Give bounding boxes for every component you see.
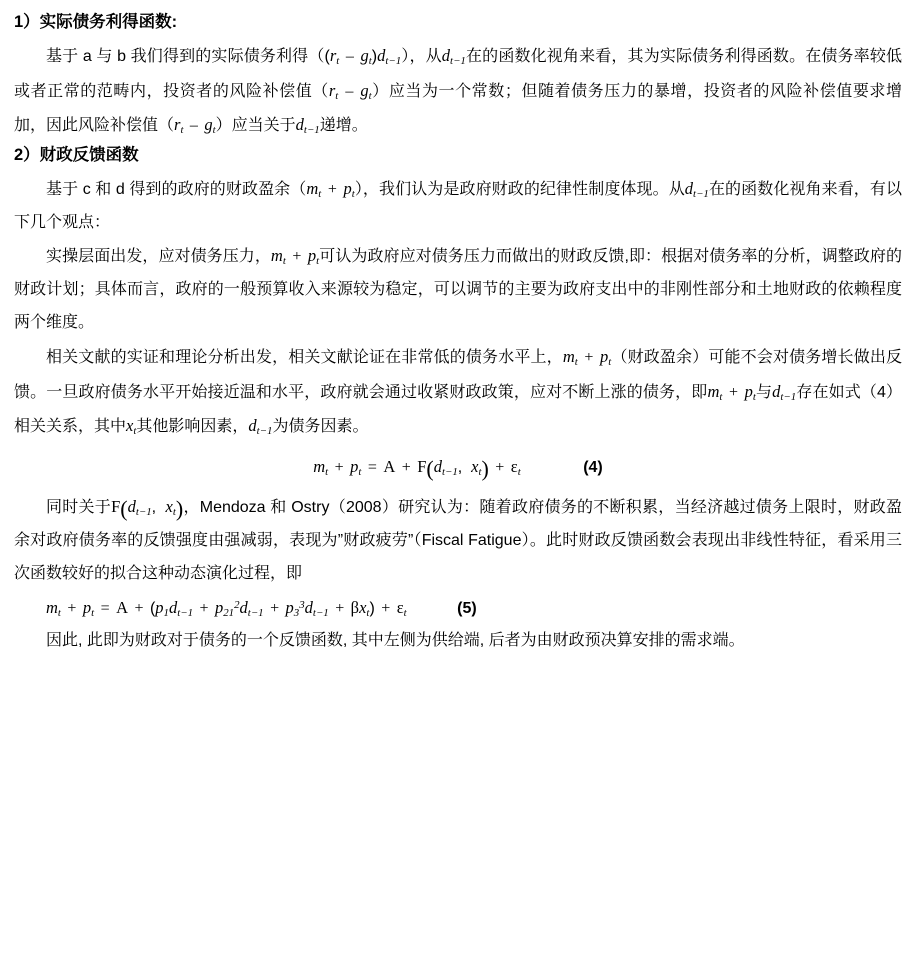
- section-1-heading: 1）实际债务利得函数:: [14, 13, 178, 31]
- equation-4: [14, 450, 902, 484]
- section-2-paragraph-1: 基于 c 和 d 得到的政府的财政盈余$(m_t + p_t)$，我们认为是政府财政的纪律性制度体现。从$d_{t-1}$在的函数化视角来看，有以下几个观点：: [14, 178, 902, 231]
- citation-mendoza-ostry: Mendoza 和 Ostry（2008）: [199, 499, 399, 517]
- equation-4-expression: $m_t + p_t = A + F(d_{t-1}$, $x_t) + \varepsilon_t$: [313, 456, 521, 482]
- section-1-paragraph-1: 基于 a 与 b 我们得到的实际债务利得$((r_t - g_t)d_{t-1})$，从$d_{t-1}$在的函数化视角来看，其为实际债务利得函数。在债务率较低或者正常的范畴内，投资者的风险补偿值$(r_t - g_t)$应当为一个常数；但随着债务压力的暴增，投资者的风险补偿值要求增加，因此风险补偿值$(r_t - g_t)$应当关于$d_{t-1}$递增。: [14, 45, 902, 137]
- equation-5-number: (5): [457, 599, 477, 617]
- equation-4-number: (4): [583, 459, 603, 477]
- equation-5: [14, 591, 902, 626]
- section-2-paragraph-5: 因此, 此即为财政对于债务的一个反馈函数, 其中左侧为供给端, 后者为由财政预决算安排的需求端。: [46, 632, 745, 650]
- equation-5-expression: $m_t + p_t = A + (p_1d_{t-1} + p_{21}^2d_{t-1} + p_3^3d_{t-1} + \beta x_t) + \varepsilon_t$: [46, 597, 407, 619]
- section-2-paragraph-3: 相关文献的实证和理论分析出发，相关文献论证在非常低的债务水平上，$m_t + p_t$（财政盈余）可能不会对债务增长做出反馈。一旦政府债务水平开始接近温和水平，政府就会通过收紧财政政策，应对不断上涨的债务，即$m_t + p_t$与$d_{t-1}$存在如式（4）相关关系，其中$x_t$其他影响因素，$d_{t-1}$为债务因素。: [14, 346, 902, 438]
- section-2-paragraph-2: 实操层面出发，应对债务压力，$m_t + p_t$可认为政府应对债务压力而做出的财政反馈,即：根据对债务率的分析，调整政府的财政计划；具体而言，政府的一般预算收入来源较为稳定，可以调节的主要为政府支出中的非刚性部分和土地财政的依赖程度两个维度。: [14, 246, 902, 332]
- section-2-heading: 2）财政反馈函数: [14, 146, 139, 165]
- term-fiscal-fatigue: Fiscal Fatigue: [421, 532, 522, 550]
- section-2-paragraph-4: 同时关于$F(d_{t-1}$, $x_t$)，Mendoza 和 Ostry（2008）研究认为：随着政府债务的不断积累，当经济越过债务上限时，财政盈余对政府债务率的反馈强度由强减弱，表现为”财政疲劳”（Fiscal Fatigue）。此时财政反馈函数会表现出非线性特征，看采用三次函数较好的拟合这种动态演化过程，即: [14, 496, 902, 582]
